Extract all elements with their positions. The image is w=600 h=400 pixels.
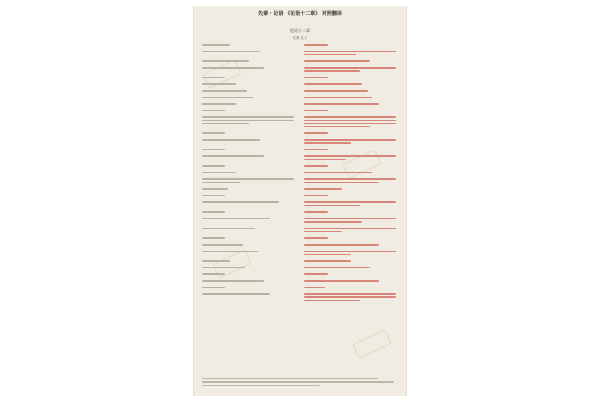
translation-text-line [304,77,328,79]
translation-row [202,211,398,213]
translation-row [202,165,398,167]
translation-row [202,280,398,282]
original-text-line [202,44,230,46]
original-text-block [202,251,300,256]
translation-row [202,97,398,99]
translation-row [202,83,398,85]
translation-text-block [300,51,398,56]
document-author: 先秦 孔子 [292,36,308,40]
translation-row [202,103,398,105]
translation-text-block [300,139,398,144]
translation-text-line [304,54,356,56]
translation-text-line [304,97,372,99]
translation-text-block [300,260,398,262]
original-text-line [202,67,264,69]
original-text-block [202,228,300,233]
translation-text-block [300,172,398,174]
translation-text-line [304,260,351,262]
translation-text-block [300,77,398,79]
original-text-block [202,139,300,144]
original-text-line [202,273,225,275]
translation-text-line [304,251,396,253]
original-text-line [202,123,249,125]
translation-text-block [300,201,398,206]
original-text-line [202,182,240,184]
translation-row [202,218,398,223]
translation-text-block [300,165,398,167]
original-text-line [202,90,247,92]
translation-text-line [304,195,328,197]
translation-text-line [304,67,396,69]
translation-text-block [300,273,398,275]
translation-text-line [304,205,360,207]
translation-row [202,293,398,301]
footer-text-line [202,385,320,386]
translation-text-line [304,182,379,184]
original-text-line [202,110,225,112]
original-text-line [202,116,294,118]
original-text-line [202,218,270,220]
original-text-block [202,83,300,85]
translation-text-line [304,139,396,141]
original-text-block [202,267,300,269]
original-text-line [202,77,225,79]
translation-rows [202,44,398,306]
translation-text-block [300,149,398,151]
original-text-line [202,165,225,167]
original-text-line [202,172,236,174]
original-text-block [202,97,300,99]
original-text-line [202,201,279,203]
original-text-block [202,218,300,223]
translation-text-block [300,178,398,183]
original-text-block [202,188,300,190]
translation-text-block [300,211,398,213]
original-text-block [202,110,300,112]
original-text-block [202,201,300,206]
translation-text-block [300,97,398,99]
original-text-block [202,287,300,289]
translation-text-line [304,132,328,134]
original-text-line [202,237,225,239]
translation-text-block [300,244,398,246]
translation-row [202,67,398,72]
translation-text-line [304,44,328,46]
translation-text-line [304,211,328,213]
translation-row [202,172,398,174]
translation-row [202,77,398,79]
translation-row [202,251,398,256]
translation-text-block [300,110,398,112]
translation-text-line [304,83,362,85]
original-text-block [202,273,300,275]
translation-row [202,178,398,183]
translation-text-line [304,218,396,220]
original-text-block [202,44,300,46]
original-text-line [202,195,225,197]
translation-text-line [304,221,362,223]
translation-text-line [304,110,328,112]
original-text-line [202,260,230,262]
translation-text-line [304,273,328,275]
original-text-block [202,51,300,56]
original-text-line [202,51,260,53]
translation-text-line [304,244,379,246]
original-text-line [202,287,225,289]
original-text-line [202,267,245,269]
original-text-line [202,120,294,122]
original-text-block [202,155,300,160]
original-text-line [202,60,249,62]
translation-text-block [300,280,398,282]
translation-text-line [304,300,360,302]
translation-text-block [300,293,398,301]
translation-text-line [304,90,368,92]
translation-text-line [304,287,325,289]
original-text-line [202,83,236,85]
original-text-line [202,178,294,180]
original-text-line [202,97,253,99]
translation-text-line [304,123,396,125]
original-text-block [202,237,300,239]
translation-row [202,195,398,197]
original-text-block [202,280,300,282]
footer-text-line [202,378,378,379]
translation-text-block [300,132,398,134]
document-footer [202,378,398,386]
original-text-line [202,132,225,134]
watermark-stamp [352,329,391,359]
translation-text-line [304,293,396,295]
translation-text-block [300,267,398,269]
original-text-block [202,90,300,92]
translation-text-block [300,83,398,85]
translation-text-line [304,201,396,203]
translation-row [202,188,398,190]
translation-text-block [300,60,398,62]
translation-text-block [300,90,398,92]
translation-text-line [304,70,360,72]
translation-text-line [304,280,379,282]
original-text-block [202,195,300,197]
translation-text-line [304,142,351,144]
original-text-line [202,280,264,282]
original-text-block [202,178,300,183]
original-text-block [202,103,300,105]
translation-row [202,260,398,262]
original-text-line [202,103,236,105]
translation-row [202,287,398,289]
translation-text-block [300,188,398,190]
original-text-block [202,172,300,174]
original-text-block [202,60,300,62]
translation-text-line [304,159,346,161]
translation-text-block [300,237,398,239]
original-text-line [202,139,260,141]
translation-row [202,228,398,233]
translation-text-line [304,165,328,167]
translation-text-line [304,116,396,118]
original-text-line [202,244,243,246]
translation-row [202,110,398,112]
document-title: 先秦 · 论语 《论语十二章》 对照翻译 [258,11,342,17]
translation-text-line [304,228,396,230]
footer-text-line [202,381,394,382]
original-text-block [202,293,300,301]
original-text-block [202,165,300,167]
document-page [193,6,407,396]
translation-row [202,44,398,46]
translation-row [202,149,398,151]
original-text-line [202,251,258,253]
translation-text-block [300,155,398,160]
translation-text-block [300,228,398,233]
original-text-block [202,67,300,72]
translation-text-line [304,188,342,190]
translation-text-block [300,103,398,105]
translation-row [202,116,398,127]
translation-row [202,244,398,246]
translation-row [202,155,398,160]
document-subtitle: 论语十二章 [290,28,310,33]
translation-text-block [300,287,398,289]
translation-row [202,201,398,206]
translation-row [202,267,398,269]
translation-text-line [304,237,328,239]
original-text-line [202,155,264,157]
translation-row [202,60,398,62]
translation-text-line [304,155,396,157]
original-text-block [202,244,300,246]
translation-row [202,51,398,56]
translation-text-line [304,149,328,151]
translation-text-line [304,254,351,256]
translation-text-line [304,120,396,122]
original-text-line [202,188,228,190]
translation-row [202,139,398,144]
translation-row [202,132,398,134]
translation-text-block [300,251,398,256]
translation-text-line [304,178,396,180]
original-text-block [202,149,300,151]
translation-text-line [304,172,372,174]
translation-text-line [304,51,396,53]
translation-text-block [300,195,398,197]
translation-text-line [304,296,396,298]
original-text-line [202,293,270,295]
translation-text-line [304,126,370,128]
translation-row [202,273,398,275]
translation-text-block [300,67,398,72]
translation-text-block [300,116,398,127]
original-text-block [202,211,300,213]
translation-row [202,237,398,239]
translation-text-block [300,218,398,223]
translation-text-line [304,103,379,105]
translation-text-line [304,267,370,269]
original-text-line [202,149,225,151]
original-text-block [202,116,300,127]
translation-text-line [304,60,370,62]
translation-row [202,90,398,92]
translation-text-block [300,44,398,46]
translation-text-line [304,231,342,233]
original-text-block [202,132,300,134]
original-text-block [202,77,300,79]
original-text-block [202,260,300,262]
original-text-line [202,211,225,213]
original-text-line [202,228,255,230]
